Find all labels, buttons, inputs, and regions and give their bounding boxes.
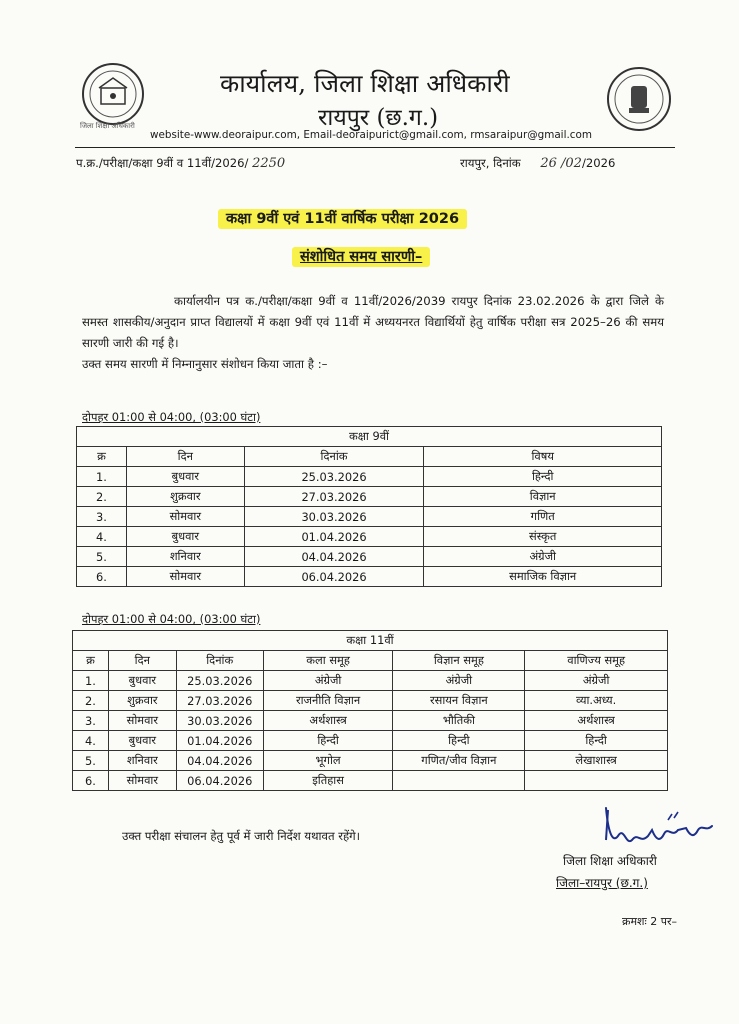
table-cell: हिन्दी — [263, 731, 393, 751]
table-cell: विज्ञान — [424, 487, 662, 507]
office-title: कार्यालय, जिला शिक्षा अधिकारी — [220, 69, 510, 98]
table-cell: 25.03.2026 — [176, 671, 263, 691]
table-cell: 6. — [77, 567, 127, 587]
table-row — [73, 671, 668, 691]
table-cell: राजनीति विज्ञान — [263, 691, 393, 711]
table-cell: 01.04.2026 — [244, 527, 424, 547]
table-cell: 1. — [77, 467, 127, 487]
table-header-row — [73, 651, 668, 671]
table-cell: 30.03.2026 — [244, 507, 424, 527]
closing-note: उक्त परीक्षा संचालन हेतु पूर्व में जारी निर्देश यथावत रहेंगे। — [122, 829, 361, 843]
table-cell — [525, 771, 668, 791]
table-cell: शुक्रवार — [126, 487, 244, 507]
table-cell: भौतिकी — [393, 711, 525, 731]
revised-schedule-title: संशोधित समय सारणी– — [292, 246, 430, 266]
reference-handwritten-number: 2250 — [252, 156, 286, 171]
table-cell: 04.04.2026 — [244, 547, 424, 567]
exam-title: कक्षा 9वीं एवं 11वीं वार्षिक परीक्षा 2026 — [218, 208, 467, 228]
reference-number — [76, 156, 285, 171]
table-cell — [393, 771, 525, 791]
header-cell: दिनांक — [176, 651, 263, 671]
header-cell: क्र — [77, 447, 127, 467]
table-row — [73, 691, 668, 711]
table-cell: गणित/जीव विज्ञान — [393, 751, 525, 771]
header-cell: दिन — [126, 447, 244, 467]
handwritten-signature — [602, 800, 720, 858]
table-row — [73, 711, 668, 731]
table-row — [73, 731, 668, 751]
table-header-row — [77, 447, 662, 467]
table-cell: 27.03.2026 — [244, 487, 424, 507]
signatory-title: जिला शिक्षा अधिकारी — [563, 854, 657, 868]
state-emblem-logo — [606, 66, 672, 132]
table-row — [73, 751, 668, 771]
header-cell: विषय — [424, 447, 662, 467]
table-cell: शनिवार — [108, 751, 176, 771]
table-cell: व्या.अध्य. — [525, 691, 668, 711]
table-cell: भूगोल — [263, 751, 393, 771]
table-cell: 2. — [73, 691, 109, 711]
class9-time: दोपहर 01:00 से 04:00, (03:00 घंटा) — [82, 410, 261, 424]
class11-table — [72, 630, 668, 791]
header-cell: कला समूह — [263, 651, 393, 671]
table-cell: हिन्दी — [424, 467, 662, 487]
table-cell: 04.04.2026 — [176, 751, 263, 771]
logo-caption: जिला शिक्षा अधिकारी — [80, 122, 135, 130]
table-cell: 25.03.2026 — [244, 467, 424, 487]
table-cell: अंग्रेजी — [424, 547, 662, 567]
table-cell: इतिहास — [263, 771, 393, 791]
class11-title: कक्षा 11वीं — [73, 631, 668, 651]
table-cell: अंग्रेजी — [263, 671, 393, 691]
header-cell: दिनांक — [244, 447, 424, 467]
table-cell: 3. — [77, 507, 127, 527]
table-cell: 5. — [77, 547, 127, 567]
header-cell: दिन — [108, 651, 176, 671]
table-cell: 4. — [77, 527, 127, 547]
header-rule — [75, 147, 675, 148]
table-cell: 3. — [73, 711, 109, 731]
table-cell: बुधवार — [108, 671, 176, 691]
class9-title: कक्षा 9वीं — [77, 427, 662, 447]
body-paragraph-1: कार्यालयीन पत्र क./परीक्षा/कक्षा 9वीं व 11वीं/2026/2039 रायपुर दिनांक 23.02.2026 के द्वारा जिले के समस्त शासकीय/अनुदान प्राप्त विद्यालयों में कक्षा 9वीं एवं 11वीं में अध्ययनरत विद्यार्थियों हेतु वार्षिक परीक्षा सत्र 2025–26 की समय सारणी जारी की गई है। — [82, 294, 664, 350]
header-cell: वाणिज्य समूह — [525, 651, 668, 671]
table-cell: 1. — [73, 671, 109, 691]
table-cell: शुक्रवार — [108, 691, 176, 711]
continuation-note: क्रमशः 2 पर– — [622, 915, 677, 928]
table-cell: 06.04.2026 — [244, 567, 424, 587]
table-row — [77, 547, 662, 567]
table-cell: गणित — [424, 507, 662, 527]
table-cell: 30.03.2026 — [176, 711, 263, 731]
table-cell: 27.03.2026 — [176, 691, 263, 711]
table-cell: शनिवार — [126, 547, 244, 567]
table-cell: 06.04.2026 — [176, 771, 263, 791]
table-row — [73, 771, 668, 791]
table-cell: अंग्रेजी — [393, 671, 525, 691]
table-cell: हिन्दी — [393, 731, 525, 751]
office-city: रायपुर (छ.ग.) — [318, 105, 439, 131]
table-cell: 4. — [73, 731, 109, 751]
table-cell: संस्कृत — [424, 527, 662, 547]
table-cell: 5. — [73, 751, 109, 771]
table-cell: सोमवार — [108, 711, 176, 731]
table-cell: सोमवार — [126, 507, 244, 527]
table-cell: हिन्दी — [525, 731, 668, 751]
table-cell: 01.04.2026 — [176, 731, 263, 751]
table-cell: 6. — [73, 771, 109, 791]
contact-line: website-www.deoraipur.com, Email-deoraipurict@gmail.com, rmsaraipur@gmail.com — [150, 129, 592, 141]
table-cell: सोमवार — [126, 567, 244, 587]
table-cell: 2. — [77, 487, 127, 507]
table-cell: रसायन विज्ञान — [393, 691, 525, 711]
table-row — [77, 567, 662, 587]
header-cell: विज्ञान समूह — [393, 651, 525, 671]
table-cell: अंग्रेजी — [525, 671, 668, 691]
table-cell: सोमवार — [108, 771, 176, 791]
table-cell: बुधवार — [126, 527, 244, 547]
table-cell: अर्थशास्त्र — [525, 711, 668, 731]
table-cell: समाजिक विज्ञान — [424, 567, 662, 587]
table-title-row — [77, 427, 662, 447]
date-year: /2026 — [581, 156, 616, 170]
signatory-place: जिला–रायपुर (छ.ग.) — [556, 876, 648, 890]
table-row — [77, 467, 662, 487]
reference-label: प.क्र./परीक्षा/कक्षा 9वीं व 11वीं/2026/ — [76, 156, 249, 170]
table-cell: बुधवार — [108, 731, 176, 751]
class9-table — [76, 426, 662, 587]
table-row — [77, 527, 662, 547]
date-handwritten: 26 /02 — [540, 156, 582, 171]
body-paragraph-2: उक्त समय सारणी में निम्नानुसार संशोधन किया जाता है :– — [82, 357, 328, 371]
table-title-row — [73, 631, 668, 651]
table-cell: अर्थशास्त्र — [263, 711, 393, 731]
table-cell: लेखाशास्त्र — [525, 751, 668, 771]
issue-date — [460, 156, 615, 171]
date-label: रायपुर, दिनांक — [460, 156, 521, 170]
body-text — [82, 291, 664, 375]
table-row — [77, 487, 662, 507]
class11-time: दोपहर 01:00 से 04:00, (03:00 घंटा) — [82, 612, 261, 626]
table-cell: बुधवार — [126, 467, 244, 487]
header-cell: क्र — [73, 651, 109, 671]
table-row — [77, 507, 662, 527]
